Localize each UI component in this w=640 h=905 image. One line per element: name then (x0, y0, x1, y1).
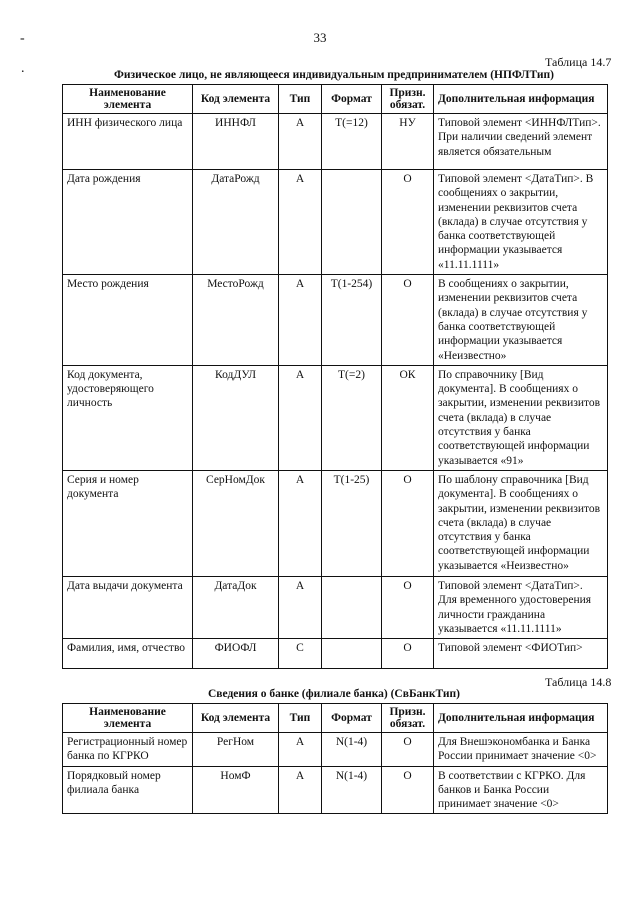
cell-code: СерНомДок (193, 470, 279, 576)
table-row (63, 766, 608, 814)
page-number: 33 (313, 30, 327, 45)
margin-mark-dash: - (20, 31, 25, 46)
header-info: Дополнительная информация (434, 85, 608, 114)
header-name: Наименование элемента (63, 85, 193, 114)
table-row (63, 114, 608, 170)
cell-code: МестоРожд (193, 275, 279, 366)
table1 (62, 84, 608, 669)
cell-format: T(1-254) (322, 275, 382, 366)
header-info: Дополнительная информация (434, 704, 608, 733)
cell-type: А (279, 766, 322, 814)
margin-mark-dot: . (21, 61, 25, 76)
header-required: Призн. обязат. (382, 704, 434, 733)
table-row (63, 733, 608, 767)
cell-type: А (279, 114, 322, 170)
table-row (63, 470, 608, 576)
cell-info: В сообщениях о закрытии, изменении реквизитов счета (вклада) в случае отсутствия у банка соответствующей информации указывается «Неизвестно» (434, 275, 608, 366)
cell-name: Регистрационный номер банка по КГРКО (63, 733, 193, 767)
cell-format: N(1-4) (322, 733, 382, 767)
cell-format (322, 576, 382, 638)
table1-caption: Физическое лицо, не являющееся индивидуальным предпринимателем (НПФЛТип) (114, 69, 554, 81)
cell-type: С (279, 639, 322, 669)
cell-info: В соответствии с КГРКО. Для банков и Банка России принимает значение <0> (434, 766, 608, 814)
cell-info: По справочнику [Вид документа]. В сообщениях о закрытии, изменении реквизитов счета (вклада) в случае отсутствия у банка соответствующей информации указывается «91» (434, 365, 608, 470)
cell-info: По шаблону справочника [Вид документа]. В сообщениях о закрытии, изменении реквизитов счета (вклада) в случае отсутствия у банка соответствующей информации указывается «Неизвестно» (434, 470, 608, 576)
cell-format (322, 639, 382, 669)
table-row (63, 365, 608, 470)
cell-required: О (382, 766, 434, 814)
cell-type: А (279, 576, 322, 638)
cell-required: О (382, 170, 434, 275)
cell-info: Типовой элемент <ФИОТип> (434, 639, 608, 669)
cell-name: Код документа, удостоверяющего личность (63, 365, 193, 470)
cell-info: Типовой элемент <ИННФЛТип>. При наличии сведений элемент является обязательным (434, 114, 608, 170)
cell-name: Фамилия, имя, отчество (63, 639, 193, 669)
cell-type: А (279, 275, 322, 366)
header-format: Формат (322, 704, 382, 733)
header-type: Тип (279, 704, 322, 733)
table-row (63, 170, 608, 275)
header-code: Код элемента (193, 85, 279, 114)
cell-required: О (382, 576, 434, 638)
cell-code: КодДУЛ (193, 365, 279, 470)
table1-label: Таблица 14.7 (545, 55, 612, 69)
cell-name: Дата рождения (63, 170, 193, 275)
cell-code: НомФ (193, 766, 279, 814)
cell-code: ДатаДок (193, 576, 279, 638)
table2-label: Таблица 14.8 (545, 675, 612, 689)
table-row (63, 576, 608, 638)
cell-name: Серия и номер документа (63, 470, 193, 576)
cell-type: А (279, 365, 322, 470)
cell-type: А (279, 170, 322, 275)
cell-required: О (382, 639, 434, 669)
cell-format: T(1-25) (322, 470, 382, 576)
cell-type: А (279, 470, 322, 576)
cell-code: ФИОФЛ (193, 639, 279, 669)
cell-format: N(1-4) (322, 766, 382, 814)
cell-format: T(=2) (322, 365, 382, 470)
cell-format (322, 170, 382, 275)
table-row (63, 275, 608, 366)
cell-required: ОК (382, 365, 434, 470)
table1-header-row (63, 85, 608, 114)
cell-code: ИННФЛ (193, 114, 279, 170)
cell-info: Типовой элемент <ДатаТип>. Для временного удостоверения личности гражданина указывается «11.11.1111» (434, 576, 608, 638)
cell-code: ДатаРожд (193, 170, 279, 275)
cell-name: Дата выдачи документа (63, 576, 193, 638)
header-format: Формат (322, 85, 382, 114)
cell-info: Типовой элемент <ДатаТип>. В сообщениях о закрытии, изменении реквизитов счета (вклада) в случае отсутствия у банка соответствующей информации указывается «11.11.1111» (434, 170, 608, 275)
cell-required: НУ (382, 114, 434, 170)
cell-name: ИНН физического лица (63, 114, 193, 170)
cell-name: Место рождения (63, 275, 193, 366)
table-row (63, 639, 608, 669)
header-required: Призн. обязат. (382, 85, 434, 114)
header-name: Наименование элемента (63, 704, 193, 733)
header-code: Код элемента (193, 704, 279, 733)
table2-caption: Сведения о банке (филиале банка) (СвБанкТип) (207, 688, 461, 700)
table2 (62, 703, 608, 814)
cell-type: А (279, 733, 322, 767)
cell-required: О (382, 733, 434, 767)
cell-required: О (382, 275, 434, 366)
header-type: Тип (279, 85, 322, 114)
cell-required: О (382, 470, 434, 576)
cell-name: Порядковый номер филиала банка (63, 766, 193, 814)
cell-info: Для Внешэкономбанка и Банка России принимает значение <0> (434, 733, 608, 767)
cell-format: T(=12) (322, 114, 382, 170)
table2-header-row (63, 704, 608, 733)
cell-code: РегНом (193, 733, 279, 767)
